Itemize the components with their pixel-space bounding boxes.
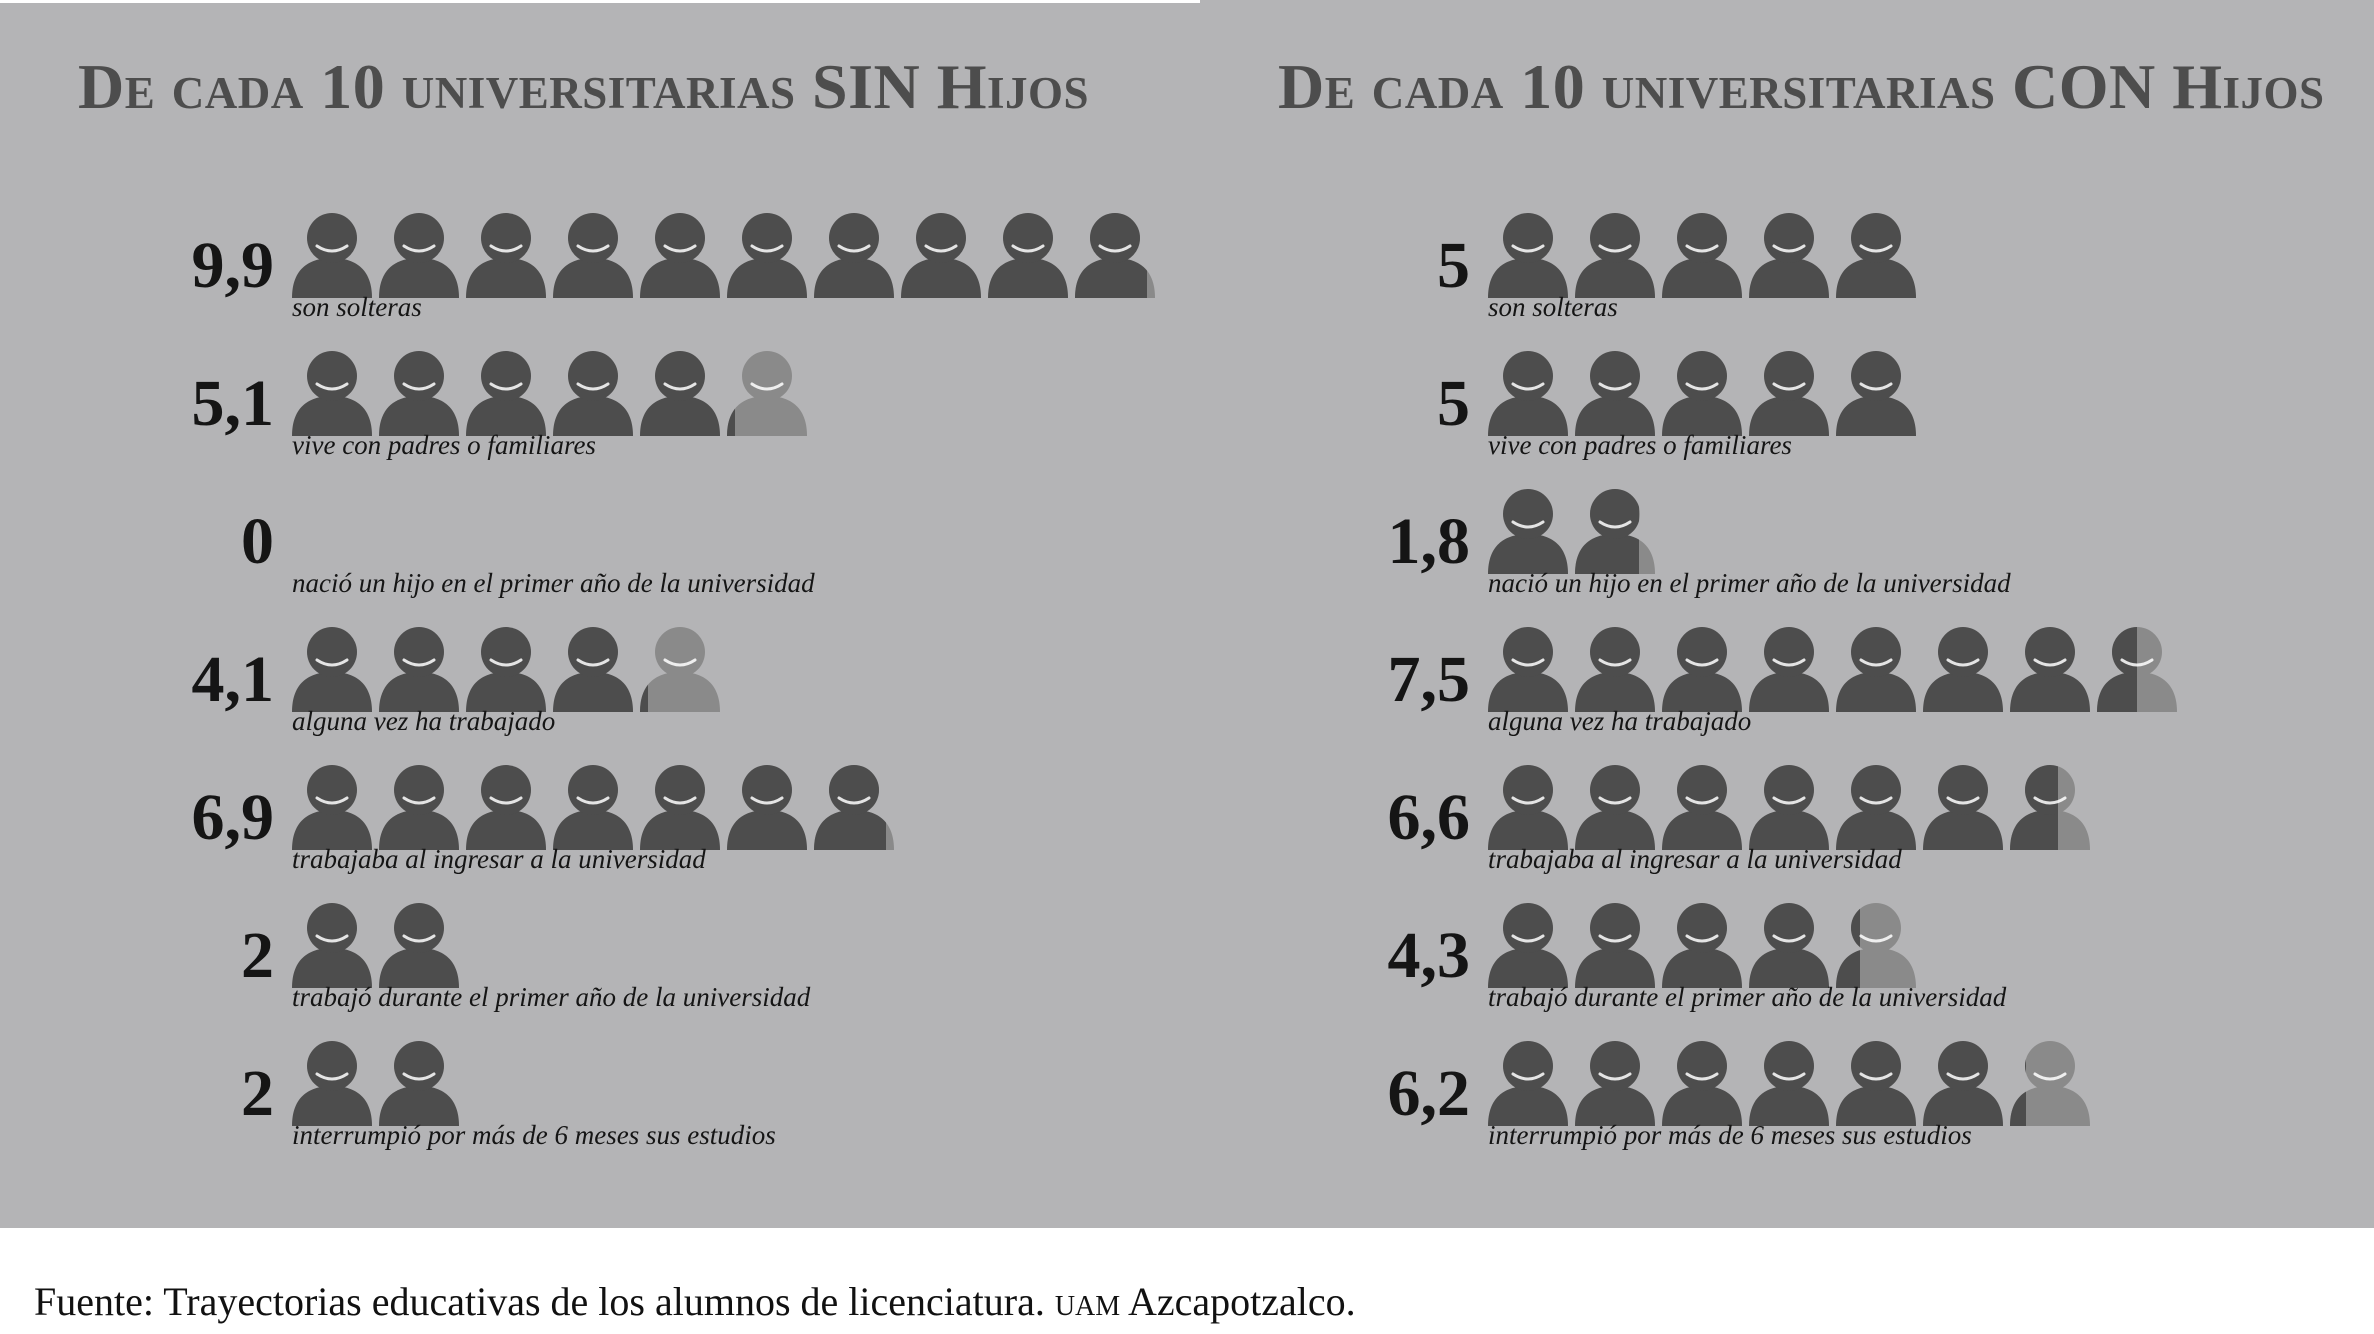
person-icon [379, 903, 459, 988]
person-icon [1488, 213, 1568, 298]
person-icon [1749, 1041, 1829, 1126]
person-icon [1488, 1041, 1568, 1126]
icon-strip [290, 762, 1190, 852]
row-value: 5 [1437, 367, 1470, 440]
row-label: vive con padres o familiares [1488, 430, 1792, 460]
person-icon [1923, 765, 2003, 850]
icon-strip [290, 900, 1190, 990]
person-icon [466, 213, 546, 298]
person-icon [727, 765, 807, 850]
person-icon [1662, 213, 1742, 298]
person-icon [2010, 627, 2090, 712]
person-icon [1488, 351, 1568, 436]
person-icon [640, 213, 720, 298]
row-value: 0 [241, 505, 274, 578]
person-icon [1488, 627, 1568, 712]
person-icon [1836, 351, 1916, 436]
row-label: nació un hijo en el primer año de la universidad [292, 568, 815, 598]
person-icon [1749, 903, 1829, 988]
top-strip [0, 0, 1200, 3]
person-icon [1836, 1041, 1916, 1126]
person-icon [1923, 627, 2003, 712]
person-icon [292, 903, 372, 988]
person-icon [379, 627, 459, 712]
person-icon [640, 765, 720, 850]
person-icon [466, 351, 546, 436]
person-icon [1662, 351, 1742, 436]
person-icon [1575, 351, 1655, 436]
source-note [34, 1278, 1356, 1325]
person-icon-partial [1836, 903, 1916, 988]
person-icon-partial [2097, 627, 2177, 712]
person-icon [1575, 765, 1655, 850]
icon-strip [1486, 210, 2374, 300]
person-icon [1488, 489, 1568, 574]
row-value: 1,8 [1387, 505, 1470, 578]
row-label: son solteras [1488, 292, 1618, 322]
person-icon [1749, 213, 1829, 298]
person-icon [901, 213, 981, 298]
icon-strip [1486, 900, 2374, 990]
icon-strip [290, 624, 1190, 714]
person-icon-partial [1575, 489, 1655, 574]
row-value: 2 [241, 919, 274, 992]
person-icon [1923, 1041, 2003, 1126]
icon-strip [1486, 486, 2374, 576]
row-value: 7,5 [1387, 643, 1470, 716]
person-icon [988, 213, 1068, 298]
person-icon [1488, 765, 1568, 850]
row-label: son solteras [292, 292, 422, 322]
source-suffix: Azcapotzalco. [1120, 1279, 1356, 1324]
icon-strip [1486, 624, 2374, 714]
person-icon [466, 627, 546, 712]
icon-strip [1486, 762, 2374, 852]
person-icon [1575, 903, 1655, 988]
row-value: 2 [241, 1057, 274, 1130]
person-icon-partial [727, 351, 807, 436]
person-icon [1662, 627, 1742, 712]
row-label: trabajaba al ingresar a la universidad [292, 844, 706, 874]
row-value: 5,1 [191, 367, 274, 440]
person-icon [292, 1041, 372, 1126]
row-value: 5 [1437, 229, 1470, 302]
person-icon [379, 213, 459, 298]
row-value: 9,9 [191, 229, 274, 302]
source-prefix: Fuente: Trayectorias educativas de los alumnos de licenciatura. [34, 1279, 1055, 1324]
person-icon [640, 351, 720, 436]
row-label: interrumpió por más de 6 meses sus estudios [292, 1120, 776, 1150]
row-label: vive con padres o familiares [292, 430, 596, 460]
person-icon [466, 765, 546, 850]
row-label: interrumpió por más de 6 meses sus estudios [1488, 1120, 1972, 1150]
person-icon [292, 213, 372, 298]
person-icon [1836, 213, 1916, 298]
person-icon [814, 213, 894, 298]
icon-strip [290, 1038, 1190, 1128]
icon-strip [290, 348, 1190, 438]
person-icon-partial [2010, 765, 2090, 850]
chart-title-con-hijos: De cada 10 universitarias CON Hijos [1278, 51, 2325, 122]
person-icon-partial [814, 765, 894, 850]
row-value: 4,1 [191, 643, 274, 716]
person-icon [292, 765, 372, 850]
person-icon [292, 351, 372, 436]
person-icon [379, 765, 459, 850]
icon-strip [1486, 348, 2374, 438]
icon-strip [1486, 1038, 2374, 1128]
row-label: alguna vez ha trabajado [1488, 706, 1752, 736]
source-institution: uam [1054, 1279, 1121, 1324]
person-icon [379, 351, 459, 436]
row-value: 6,2 [1387, 1057, 1470, 1130]
row-label: alguna vez ha trabajado [292, 706, 556, 736]
icon-strip [290, 486, 1190, 576]
chart-title-sin-hijos: De cada 10 universitarias SIN Hijos [78, 51, 1090, 122]
person-icon [1749, 627, 1829, 712]
person-icon-partial [640, 627, 720, 712]
person-icon [1662, 765, 1742, 850]
person-icon [553, 351, 633, 436]
person-icon [1575, 1041, 1655, 1126]
row-label: trabajaba al ingresar a la universidad [1488, 844, 1902, 874]
person-icon [1836, 765, 1916, 850]
person-icon [553, 765, 633, 850]
person-icon [1575, 627, 1655, 712]
person-icon [727, 213, 807, 298]
row-label: trabajó durante el primer año de la universidad [1488, 982, 2007, 1012]
row-label: nació un hijo en el primer año de la universidad [1488, 568, 2011, 598]
row-label: trabajó durante el primer año de la universidad [292, 982, 811, 1012]
person-icon-partial [1075, 213, 1155, 298]
person-icon [1749, 351, 1829, 436]
person-icon [292, 627, 372, 712]
icon-strip [290, 210, 1190, 300]
person-icon [379, 1041, 459, 1126]
row-value: 4,3 [1387, 919, 1470, 992]
person-icon [553, 213, 633, 298]
person-icon [1836, 627, 1916, 712]
row-value: 6,6 [1387, 781, 1470, 854]
row-value: 6,9 [191, 781, 274, 854]
person-icon [553, 627, 633, 712]
person-icon-partial [2010, 1041, 2090, 1126]
person-icon [1662, 1041, 1742, 1126]
person-icon [1488, 903, 1568, 988]
person-icon [1662, 903, 1742, 988]
person-icon [1749, 765, 1829, 850]
person-icon [1575, 213, 1655, 298]
